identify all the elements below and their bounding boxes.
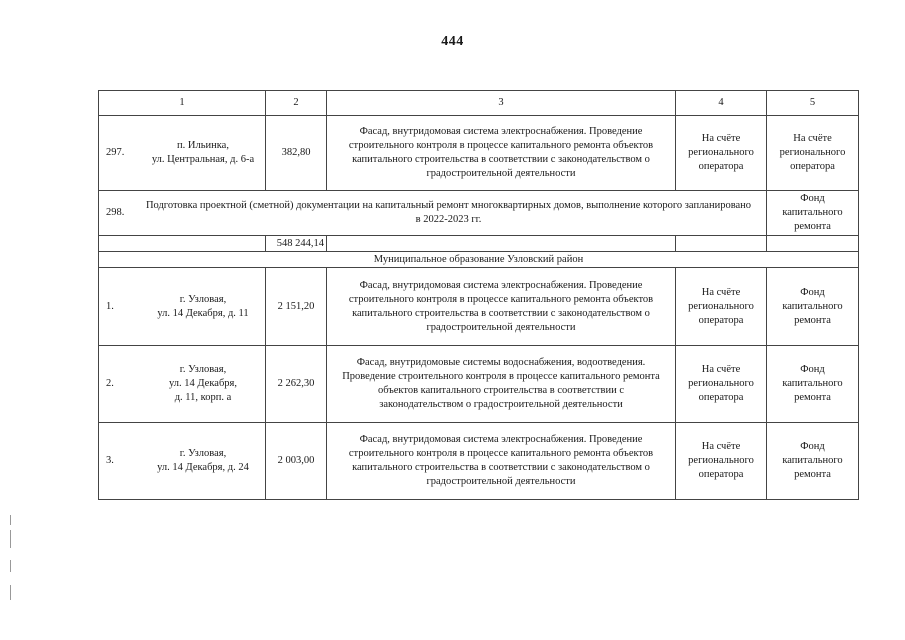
scan-mark [10, 530, 11, 548]
total-empty-cell [327, 236, 676, 252]
table-header-row [99, 91, 859, 116]
row-297-address-cell [99, 116, 266, 191]
row-number: 297. [106, 147, 125, 158]
header-col-2: 2 [266, 91, 327, 116]
address: п. Ильинка, ул. Центральная, д. 6-а [151, 140, 255, 165]
address-cell [99, 423, 266, 500]
address-cell [99, 268, 266, 346]
address: г. Узловая, ул. 14 Декабря, д. 11 [157, 293, 249, 319]
row-number: 298. [106, 207, 125, 218]
col5-cell: Фонд капитального ремонта [767, 191, 859, 236]
works-cell: Фасад, внутридомовая система электроснабжения. Проведение строительного контроля в процессе капитального ремонта объектов капитального строительства в соответствии с законодательством о градостроительной деятельности [327, 116, 676, 191]
works-cell: Фасад, внутридомовые системы водоснабжения, водоотведения. Проведение строительного контроля в процессе капитального ремонта объектов капитального строительства в соответствии с законодательством о градостроительной деятельности [327, 346, 676, 423]
scan-mark [10, 585, 11, 600]
total-row [99, 236, 859, 252]
capital-repair-table [98, 90, 859, 500]
header-col-1: 1 [99, 91, 266, 116]
total-empty-cell [676, 236, 767, 252]
district-title: Муниципальное образование Узловский район [99, 252, 859, 268]
district-row [99, 252, 859, 268]
total-empty-cell [767, 236, 859, 252]
table-row [99, 191, 859, 236]
col4-cell: На счёте регионального оператора [676, 268, 767, 346]
total-value: 548 244,14 [266, 236, 327, 252]
cost-cell: 382,80 [266, 116, 327, 191]
table-row [99, 346, 859, 423]
col5-cell: На счёте регионального оператора [767, 116, 859, 191]
header-col-5: 5 [767, 91, 859, 116]
scan-mark [10, 560, 11, 572]
scan-mark [10, 515, 11, 525]
col4-cell: На счёте регионального оператора [676, 423, 767, 500]
row-298-text: Подготовка проектной (сметной) документации на капитальный ремонт многоквартирных домов, выполнение которого запланировано в 2022-2023 гг. [145, 200, 752, 225]
row-number: 3. [106, 455, 114, 466]
cost-cell: 2 151,20 [266, 268, 327, 346]
table-row [99, 116, 859, 191]
address: г. Узловая, ул. 14 Декабря, д. 11, корп. а [168, 364, 237, 403]
row-number: 1. [106, 300, 114, 312]
col5-cell: Фонд капитального ремонта [767, 423, 859, 500]
table-row [99, 268, 859, 346]
col4-cell: На счёте регионального оператора [676, 346, 767, 423]
row-number: 2. [106, 378, 114, 389]
page-number: 444 [441, 34, 464, 49]
works-cell: Фасад, внутридомовая система электроснабжения. Проведение строительного контроля в процессе капитального ремонта объектов капитального строительства в соответствии с законодательством о градостроительной деятельности [327, 268, 676, 346]
col4-cell: На счёте регионального оператора [676, 116, 767, 191]
header-col-3: 3 [327, 91, 676, 116]
address: г. Узловая, ул. 14 Декабря, д. 24 [157, 448, 249, 473]
works-cell: Фасад, внутридомовая система электроснабжения. Проведение строительного контроля в процессе капитального ремонта объектов капитального строительства в соответствии с законодательством о градостроительной деятельности [327, 423, 676, 500]
col5-cell: Фонд капитального ремонта [767, 346, 859, 423]
address-cell [99, 346, 266, 423]
col5-cell: Фонд капитального ремонта [767, 268, 859, 346]
row-298-merged-cell [99, 191, 767, 236]
cost-cell: 2 003,00 [266, 423, 327, 500]
cost-cell: 2 262,30 [266, 346, 327, 423]
total-empty-cell [99, 236, 266, 252]
header-col-4: 4 [676, 91, 767, 116]
table-row [99, 423, 859, 500]
